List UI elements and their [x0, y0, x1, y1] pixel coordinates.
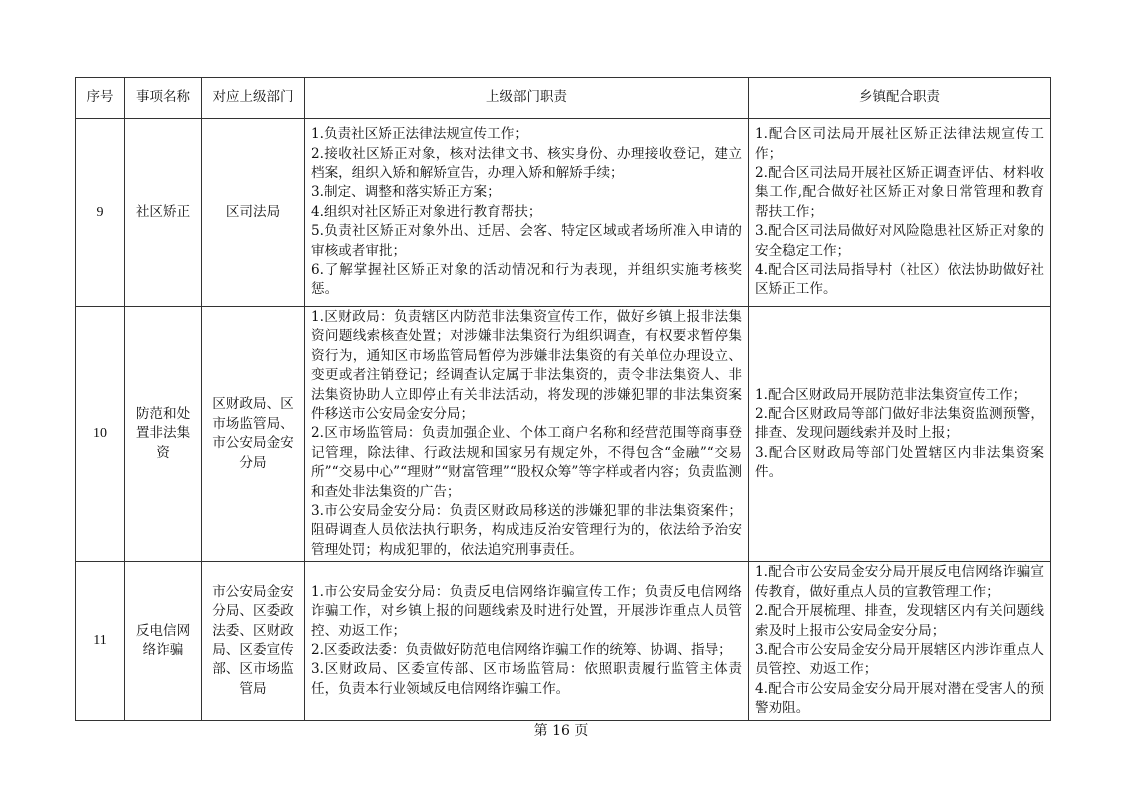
duty-item: 3.制定、调整和落实矫正方案； [311, 184, 501, 201]
duty-item: 2.配合区财政局等部门做好非法集资监测预警，排查、发现问题线索并及时上报； [755, 406, 1044, 442]
header-no: 序号 [76, 78, 125, 119]
town-duties-cell [749, 562, 1051, 720]
header-town-duties: 乡镇配合职责 [749, 78, 1051, 119]
duty-item: 1.市公安局金安分局：负责反电信网络诈骗宣传工作；负责反电信网络诈骗工作，对乡镇上报的问题线索及时进行处置，开展涉诈重点人员管控、劝返工作； [311, 583, 742, 639]
duty-item: 2.接收社区矫正对象，核对法律文书、核实身份、办理接收登记，建立档案，组织入矫和解矫宣告，办理入矫和解矫手续； [311, 145, 742, 181]
duty-item: 1.配合区财政局开展防范非法集资宣传工作； [755, 386, 1027, 403]
duty-item: 2.区委政法委：负责做好防范电信网络诈骗工作的统筹、协调、指导； [311, 641, 732, 658]
row-number: 10 [76, 307, 125, 562]
table-row [76, 119, 1051, 307]
duty-item: 5.负责社区矫正对象外出、迁居、会客、特定区域或者场所准入申请的审核或者审批； [311, 223, 742, 259]
page-number: 第 16 页 [533, 723, 589, 739]
row-number: 11 [76, 562, 125, 720]
duty-item: 2.区市场监管局：负责加强企业、个体工商户名称和经营范围等商事登记管理，除法律、行政法规和国家另有规定外，不得包含“金融”“交易所”“交易中心”“理财”“财富管理”“股权众筹”等字样或者内容；负责监测和查处非法集资的广告； [311, 425, 742, 500]
table-row [76, 307, 1051, 562]
table-header-row [76, 78, 1051, 119]
duty-item: 6.了解掌握社区矫正对象的活动情况和行为表现，并组织实施考核奖惩。 [311, 262, 742, 298]
duty-item: 3.市公安局金安分局：负责区财政局移送的涉嫌犯罪的非法集资案件；阻碍调查人员依法执行职务，构成违反治安管理行为的，依法给予治安管理处罚；构成犯罪的，依法追究刑事责任。 [311, 503, 742, 558]
duty-item: 2.配合开展梳理、排查，发现辖区内有关问题线索及时上报市公安局金安分局； [755, 603, 1044, 639]
dept-name: 区司法局 [202, 119, 305, 307]
duty-item: 3.配合市公安局金安分局开展辖区内涉诈重点人员管控、劝返工作； [755, 641, 1044, 678]
duty-item: 4.组织对社区矫正对象进行教育帮扶； [311, 203, 542, 220]
header-item-name: 事项名称 [125, 78, 202, 119]
upper-duties-cell [305, 307, 749, 562]
header-upper-duties: 上级部门职责 [305, 78, 749, 119]
item-name: 反电信网络诈骗 [125, 562, 202, 720]
duty-item: 3.区财政局、区委宣传部、区市场监管局：依照职责履行监管主体责任，负责本行业领域反电信网络诈骗工作。 [311, 661, 742, 697]
town-duties-cell [749, 119, 1051, 307]
upper-duties-cell [305, 119, 749, 307]
table-row [76, 562, 1051, 720]
duty-item: 3.配合区财政局等部门处置辖区内非法集资案件。 [755, 444, 1044, 481]
duty-item: 1.配合区司法局开展社区矫正法律法规宣传工作； [755, 126, 1044, 162]
town-duties-cell [749, 307, 1051, 562]
duty-item: 4.配合市公安局金安分局开展对潜在受害人的预警劝阻。 [755, 680, 1044, 717]
duty-item: 2.配合区司法局开展社区矫正调查评估、材料收集工作,配合做好社区矫正对象日常管理和教育帮扶工作； [755, 164, 1044, 220]
upper-duties-cell [305, 562, 749, 720]
dept-name: 市公安局金安分局、区委政法委、区财政局、区委宣传部、区市场监管局 [202, 562, 305, 720]
duty-item: 4.配合区司法局指导村（社区）依法协助做好社区矫正工作。 [755, 262, 1044, 298]
duty-item: 1.负责社区矫正法律法规宣传工作； [311, 126, 528, 143]
duty-item: 1.区财政局：负责辖区内防范非法集资宣传工作，做好乡镇上报非法集资问题线索核查处置；对涉嫌非法集资行为组织调查，有权要求暂停集资行为，通知区市场监管局暂停为涉嫌非法集资的有关单位办理设立、变更或者注销登记；经调查认定属于非法集资的，责令非法集资人、非法集资协助人立即停止有关非法活动，将发现的涉嫌犯罪的非法集资案件移送市公安局金安分局； [311, 309, 742, 423]
header-dept: 对应上级部门 [202, 78, 305, 119]
duty-item: 1.配合市公安局金安分局开展反电信网络诈骗宣传教育，做好重点人员的宣教管理工作； [755, 564, 1044, 600]
item-name: 社区矫正 [125, 119, 202, 307]
dept-name: 区财政局、区市场监管局、市公安局金安分局 [202, 307, 305, 562]
item-name: 防范和处置非法集资 [125, 307, 202, 562]
duties-table [75, 77, 1051, 721]
row-number: 9 [76, 119, 125, 307]
duty-item: 3.配合区司法局做好对风险隐患社区矫正对象的安全稳定工作； [755, 223, 1044, 259]
